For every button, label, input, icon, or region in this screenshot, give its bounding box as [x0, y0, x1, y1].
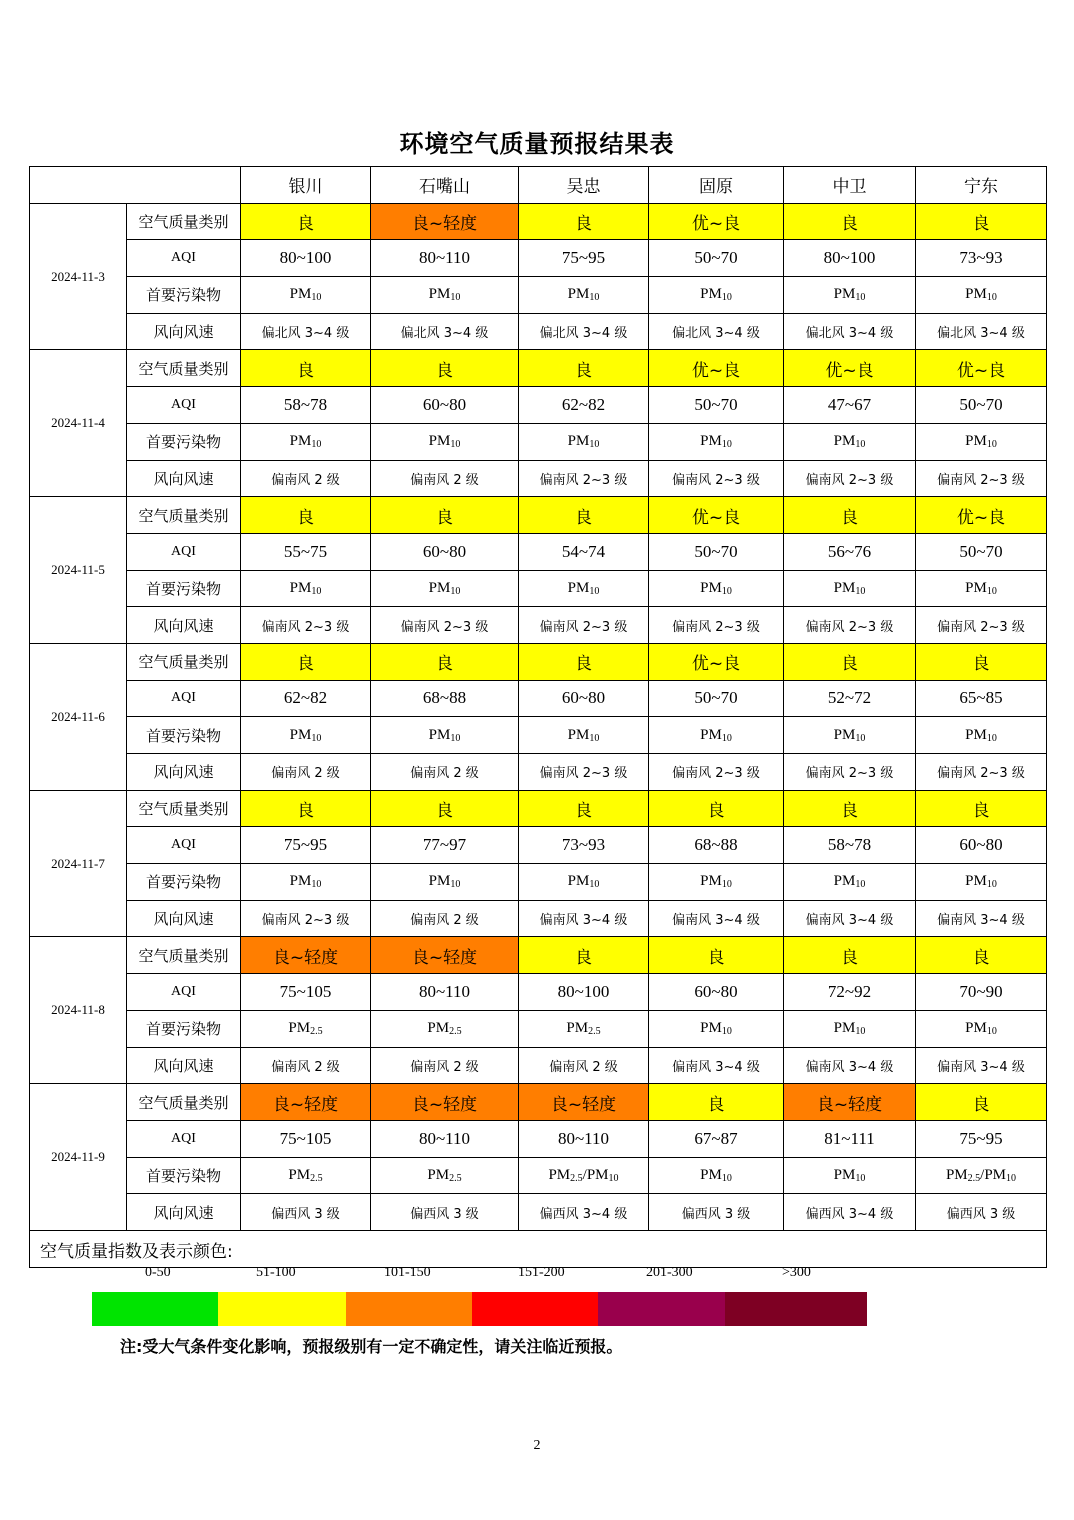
category-cell: 良~轻度 [784, 1084, 916, 1121]
date-cell: 2024-11-3 [30, 203, 127, 350]
row-label: 首要污染物 [127, 277, 241, 314]
category-cell: 良 [519, 937, 649, 974]
row-label: AQI [127, 387, 241, 424]
page-title: 环境空气质量预报结果表 [399, 130, 675, 158]
table-row [30, 754, 1047, 791]
wind-cell: 偏南风 2 级 [241, 1047, 371, 1084]
category-cell: 良 [519, 203, 649, 240]
wind-cell: 偏南风 2~3 级 [916, 607, 1047, 644]
pollutant-cell: $PM_{10}$ [916, 864, 1047, 901]
aqi-cell: 52~72 [784, 680, 916, 717]
category-cell: 良 [784, 937, 916, 974]
wind-cell: 偏南风 2~3 级 [241, 900, 371, 937]
pollutant-cell: $PM_{10}$ [371, 717, 519, 754]
aqi-cell: 80~110 [519, 1120, 649, 1157]
legend-swatch [725, 1292, 867, 1326]
row-label: 首要污染物 [127, 423, 241, 460]
category-cell: 良 [784, 203, 916, 240]
category-cell: 良 [916, 1084, 1047, 1121]
category-cell: 良~轻度 [241, 937, 371, 974]
aqi-cell: 75~95 [241, 827, 371, 864]
wind-cell: 偏南风 2~3 级 [371, 607, 519, 644]
table-row [30, 643, 1047, 680]
aqi-cell: 67~87 [649, 1120, 784, 1157]
category-cell: 良 [784, 643, 916, 680]
date-cell: 2024-11-6 [30, 643, 127, 790]
pollutant-cell: $PM_{10}$ [784, 717, 916, 754]
aqi-cell: 58~78 [241, 387, 371, 424]
pollutant-cell: $PM_{10}$ [649, 277, 784, 314]
city-header: 固原 [649, 167, 784, 204]
aqi-cell: 58~78 [784, 827, 916, 864]
pollutant-cell: $PM_{10}$ [371, 864, 519, 901]
wind-cell: 偏西风 3~4 级 [784, 1194, 916, 1231]
legend-range-label: 0-50 [145, 1264, 171, 1280]
aqi-cell: 60~80 [371, 387, 519, 424]
category-cell: 良 [519, 497, 649, 534]
aqi-cell: 56~76 [784, 533, 916, 570]
category-cell: 优~良 [916, 350, 1047, 387]
category-cell: 优~良 [649, 497, 784, 534]
category-cell: 良 [371, 497, 519, 534]
wind-cell: 偏南风 3~4 级 [784, 900, 916, 937]
wind-cell: 偏北风 3~4 级 [371, 313, 519, 350]
date-cell: 2024-11-8 [30, 937, 127, 1084]
table-row [30, 607, 1047, 644]
row-label: AQI [127, 533, 241, 570]
row-label: 风向风速 [127, 460, 241, 497]
pollutant-cell: $PM_{10}$ [519, 570, 649, 607]
table-row [30, 313, 1047, 350]
table-row [30, 423, 1047, 460]
table-row [30, 974, 1047, 1011]
row-label: 首要污染物 [127, 570, 241, 607]
wind-cell: 偏北风 3~4 级 [519, 313, 649, 350]
table-row [30, 717, 1047, 754]
wind-cell: 偏南风 2 级 [519, 1047, 649, 1084]
wind-cell: 偏南风 2~3 级 [519, 460, 649, 497]
aqi-cell: 75~95 [519, 240, 649, 277]
city-header: 宁东 [916, 167, 1047, 204]
wind-cell: 偏南风 2 级 [371, 900, 519, 937]
pollutant-cell: $PM_{2.5}/PM_{10}$ [519, 1157, 649, 1194]
wind-cell: 偏南风 2~3 级 [519, 607, 649, 644]
legend-title: 空气质量指数及表示颜色: [40, 1241, 233, 1262]
date-cell: 2024-11-4 [30, 350, 127, 497]
aqi-cell: 65~85 [916, 680, 1047, 717]
wind-cell: 偏南风 2~3 级 [649, 754, 784, 791]
aqi-cell: 47~67 [784, 387, 916, 424]
pollutant-cell: $PM_{10}$ [784, 423, 916, 460]
aqi-cell: 55~75 [241, 533, 371, 570]
pollutant-cell: $PM_{10}$ [649, 864, 784, 901]
row-label: 空气质量类别 [127, 497, 241, 534]
wind-cell: 偏南风 2 级 [371, 1047, 519, 1084]
pollutant-cell: $PM_{10}$ [649, 423, 784, 460]
pollutant-cell: $PM_{10}$ [649, 1157, 784, 1194]
pollutant-cell: $PM_{10}$ [784, 570, 916, 607]
pollutant-cell: $PM_{10}$ [916, 570, 1047, 607]
aqi-cell: 80~110 [371, 240, 519, 277]
row-label: 空气质量类别 [127, 937, 241, 974]
date-cell: 2024-11-5 [30, 497, 127, 644]
aqi-cell: 73~93 [916, 240, 1047, 277]
aqi-cell: 75~105 [241, 974, 371, 1011]
aqi-cell: 50~70 [649, 240, 784, 277]
date-cell: 2024-11-7 [30, 790, 127, 937]
row-label: 空气质量类别 [127, 350, 241, 387]
pollutant-cell: $PM_{10}$ [649, 1010, 784, 1047]
table-row [30, 460, 1047, 497]
aqi-cell: 50~70 [916, 387, 1047, 424]
legend-swatch [218, 1292, 346, 1326]
forecast-note: 注:受大气条件变化影响，预报级别有一定不确定性，请关注临近预报。 [120, 1337, 623, 1356]
table-row [30, 1120, 1047, 1157]
legend-swatch [598, 1292, 725, 1326]
legend-range-label: 51-100 [256, 1264, 296, 1280]
wind-cell: 偏南风 3~4 级 [649, 1047, 784, 1084]
aqi-cell: 68~88 [371, 680, 519, 717]
category-cell: 良 [519, 643, 649, 680]
wind-cell: 偏北风 3~4 级 [649, 313, 784, 350]
category-cell: 良 [916, 937, 1047, 974]
pollutant-cell: $PM_{10}$ [649, 717, 784, 754]
wind-cell: 偏南风 2 级 [241, 460, 371, 497]
legend-swatch [472, 1292, 598, 1326]
category-cell: 良 [519, 790, 649, 827]
table-row [30, 277, 1047, 314]
legend-range-label: 151-200 [518, 1264, 565, 1280]
wind-cell: 偏西风 3 级 [649, 1194, 784, 1231]
pollutant-cell: $PM_{2.5}/PM_{10}$ [916, 1157, 1047, 1194]
city-header: 银川 [241, 167, 371, 204]
category-cell: 良~轻度 [519, 1084, 649, 1121]
aqi-cell: 60~80 [649, 974, 784, 1011]
wind-cell: 偏南风 2~3 级 [519, 754, 649, 791]
row-label: 风向风速 [127, 313, 241, 350]
aqi-cell: 75~105 [241, 1120, 371, 1157]
pollutant-cell: $PM_{10}$ [519, 277, 649, 314]
category-cell: 良 [784, 497, 916, 534]
wind-cell: 偏北风 3~4 级 [241, 313, 371, 350]
legend-swatch [92, 1292, 218, 1326]
category-cell: 良 [916, 790, 1047, 827]
wind-cell: 偏南风 2 级 [241, 754, 371, 791]
row-label: 风向风速 [127, 754, 241, 791]
aqi-cell: 62~82 [241, 680, 371, 717]
aqi-cell: 81~111 [784, 1120, 916, 1157]
category-cell: 良 [371, 790, 519, 827]
city-header: 吴忠 [519, 167, 649, 204]
row-label: 风向风速 [127, 900, 241, 937]
wind-cell: 偏南风 2~3 级 [241, 607, 371, 644]
table-row [30, 937, 1047, 974]
city-header: 石嘴山 [371, 167, 519, 204]
table-row [30, 1084, 1047, 1121]
category-cell: 良 [241, 350, 371, 387]
category-cell: 良 [241, 643, 371, 680]
aqi-cell: 60~80 [916, 827, 1047, 864]
category-cell: 良 [371, 350, 519, 387]
pollutant-cell: $PM_{10}$ [916, 277, 1047, 314]
wind-cell: 偏南风 2~3 级 [784, 607, 916, 644]
row-label: 风向风速 [127, 1194, 241, 1231]
category-cell: 良 [649, 790, 784, 827]
pollutant-cell: $PM_{10}$ [916, 423, 1047, 460]
header-row [30, 167, 1047, 204]
table-row [30, 1010, 1047, 1047]
table-row [30, 570, 1047, 607]
pollutant-cell: $PM_{10}$ [241, 423, 371, 460]
wind-cell: 偏南风 2~3 级 [784, 754, 916, 791]
aqi-cell: 80~110 [371, 1120, 519, 1157]
aqi-cell: 80~100 [519, 974, 649, 1011]
corner-cell [30, 167, 241, 204]
wind-cell: 偏南风 2~3 级 [916, 754, 1047, 791]
pollutant-cell: $PM_{2.5}$ [241, 1010, 371, 1047]
wind-cell: 偏北风 3~4 级 [784, 313, 916, 350]
pollutant-cell: $PM_{10}$ [241, 277, 371, 314]
wind-cell: 偏南风 2 级 [371, 460, 519, 497]
row-label: AQI [127, 1120, 241, 1157]
aqi-cell: 72~92 [784, 974, 916, 1011]
row-label: 首要污染物 [127, 717, 241, 754]
row-label: 首要污染物 [127, 1157, 241, 1194]
aqi-cell: 50~70 [916, 533, 1047, 570]
date-cell: 2024-11-9 [30, 1084, 127, 1231]
row-label: 风向风速 [127, 1047, 241, 1084]
aqi-cell: 50~70 [649, 387, 784, 424]
category-cell: 良 [916, 203, 1047, 240]
category-cell: 良 [649, 937, 784, 974]
city-header: 中卫 [784, 167, 916, 204]
row-label: 首要污染物 [127, 1010, 241, 1047]
table-row [30, 680, 1047, 717]
pollutant-cell: $PM_{10}$ [649, 570, 784, 607]
pollutant-cell: $PM_{2.5}$ [241, 1157, 371, 1194]
category-cell: 良 [784, 790, 916, 827]
pollutant-cell: $PM_{10}$ [916, 1010, 1047, 1047]
pollutant-cell: $PM_{10}$ [519, 864, 649, 901]
category-cell: 优~良 [649, 203, 784, 240]
wind-cell: 偏南风 2~3 级 [649, 607, 784, 644]
category-cell: 优~良 [784, 350, 916, 387]
table-row [30, 1047, 1047, 1084]
category-cell: 优~良 [916, 497, 1047, 534]
aqi-cell: 70~90 [916, 974, 1047, 1011]
table-row [30, 533, 1047, 570]
pollutant-cell: $PM_{10}$ [241, 717, 371, 754]
table-row [30, 240, 1047, 277]
category-cell: 良 [241, 203, 371, 240]
row-label: 空气质量类别 [127, 1084, 241, 1121]
table-row [30, 790, 1047, 827]
table-row [30, 203, 1047, 240]
category-cell: 良 [649, 1084, 784, 1121]
pollutant-cell: $PM_{10}$ [784, 864, 916, 901]
pollutant-cell: $PM_{10}$ [241, 864, 371, 901]
aqi-cell: 62~82 [519, 387, 649, 424]
category-cell: 优~良 [649, 643, 784, 680]
category-cell: 良 [916, 643, 1047, 680]
row-label: AQI [127, 240, 241, 277]
row-label: AQI [127, 827, 241, 864]
row-label: 空气质量类别 [127, 790, 241, 827]
legend [30, 1230, 1047, 1280]
pollutant-cell: $PM_{10}$ [519, 717, 649, 754]
category-cell: 良 [241, 497, 371, 534]
table-row [30, 827, 1047, 864]
pollutant-cell: $PM_{2.5}$ [371, 1010, 519, 1047]
legend-range-label: 201-300 [646, 1264, 693, 1280]
category-cell: 良~轻度 [241, 1084, 371, 1121]
category-cell: 优~良 [649, 350, 784, 387]
wind-cell: 偏西风 3 级 [916, 1194, 1047, 1231]
aqi-cell: 68~88 [649, 827, 784, 864]
table-row [30, 900, 1047, 937]
category-cell: 良 [519, 350, 649, 387]
aqi-cell: 80~100 [784, 240, 916, 277]
pollutant-cell: $PM_{10}$ [916, 717, 1047, 754]
legend-row [30, 1230, 1047, 1267]
table-row [30, 350, 1047, 387]
wind-cell: 偏北风 3~4 级 [916, 313, 1047, 350]
row-label: 空气质量类别 [127, 203, 241, 240]
wind-cell: 偏南风 3~4 级 [916, 900, 1047, 937]
forecast-table [29, 166, 1047, 1280]
row-label: 风向风速 [127, 607, 241, 644]
row-label: 空气质量类别 [127, 643, 241, 680]
pollutant-cell: $PM_{10}$ [784, 277, 916, 314]
pollutant-cell: $PM_{10}$ [371, 277, 519, 314]
pollutant-cell: $PM_{10}$ [241, 570, 371, 607]
wind-cell: 偏西风 3~4 级 [519, 1194, 649, 1231]
aqi-cell: 73~93 [519, 827, 649, 864]
row-label: AQI [127, 680, 241, 717]
aqi-cell: 54~74 [519, 533, 649, 570]
legend-swatch [346, 1292, 472, 1326]
wind-cell: 偏南风 2~3 级 [649, 460, 784, 497]
category-cell: 良~轻度 [371, 1084, 519, 1121]
aqi-cell: 80~100 [241, 240, 371, 277]
category-cell: 良 [371, 643, 519, 680]
wind-cell: 偏南风 3~4 级 [649, 900, 784, 937]
aqi-cell: 60~80 [519, 680, 649, 717]
table-row [30, 864, 1047, 901]
pollutant-cell: $PM_{10}$ [371, 423, 519, 460]
aqi-cell: 60~80 [371, 533, 519, 570]
row-label: AQI [127, 974, 241, 1011]
wind-cell: 偏南风 3~4 级 [519, 900, 649, 937]
aqi-cell: 50~70 [649, 680, 784, 717]
pollutant-cell: $PM_{10}$ [784, 1157, 916, 1194]
page-number: 2 [533, 1438, 541, 1453]
wind-cell: 偏南风 2~3 级 [916, 460, 1047, 497]
legend-range-label: 101-150 [384, 1264, 431, 1280]
pollutant-cell: $PM_{10}$ [371, 570, 519, 607]
table-row [30, 1194, 1047, 1231]
aqi-cell: 77~97 [371, 827, 519, 864]
pollutant-cell: $PM_{10}$ [784, 1010, 916, 1047]
category-cell: 良 [241, 790, 371, 827]
row-label: 首要污染物 [127, 864, 241, 901]
table-row [30, 387, 1047, 424]
wind-cell: 偏南风 2~3 级 [784, 460, 916, 497]
table-row [30, 497, 1047, 534]
wind-cell: 偏南风 3~4 级 [916, 1047, 1047, 1084]
aqi-cell: 80~110 [371, 974, 519, 1011]
wind-cell: 偏南风 2 级 [371, 754, 519, 791]
wind-cell: 偏西风 3 级 [241, 1194, 371, 1231]
table-row [30, 1157, 1047, 1194]
legend-range-label: >300 [782, 1264, 811, 1280]
wind-cell: 偏西风 3 级 [371, 1194, 519, 1231]
pollutant-cell: $PM_{10}$ [519, 423, 649, 460]
aqi-cell: 50~70 [649, 533, 784, 570]
wind-cell: 偏南风 3~4 级 [784, 1047, 916, 1084]
pollutant-cell: $PM_{2.5}$ [519, 1010, 649, 1047]
category-cell: 良~轻度 [371, 937, 519, 974]
aqi-cell: 75~95 [916, 1120, 1047, 1157]
pollutant-cell: $PM_{2.5}$ [371, 1157, 519, 1194]
category-cell: 良~轻度 [371, 203, 519, 240]
